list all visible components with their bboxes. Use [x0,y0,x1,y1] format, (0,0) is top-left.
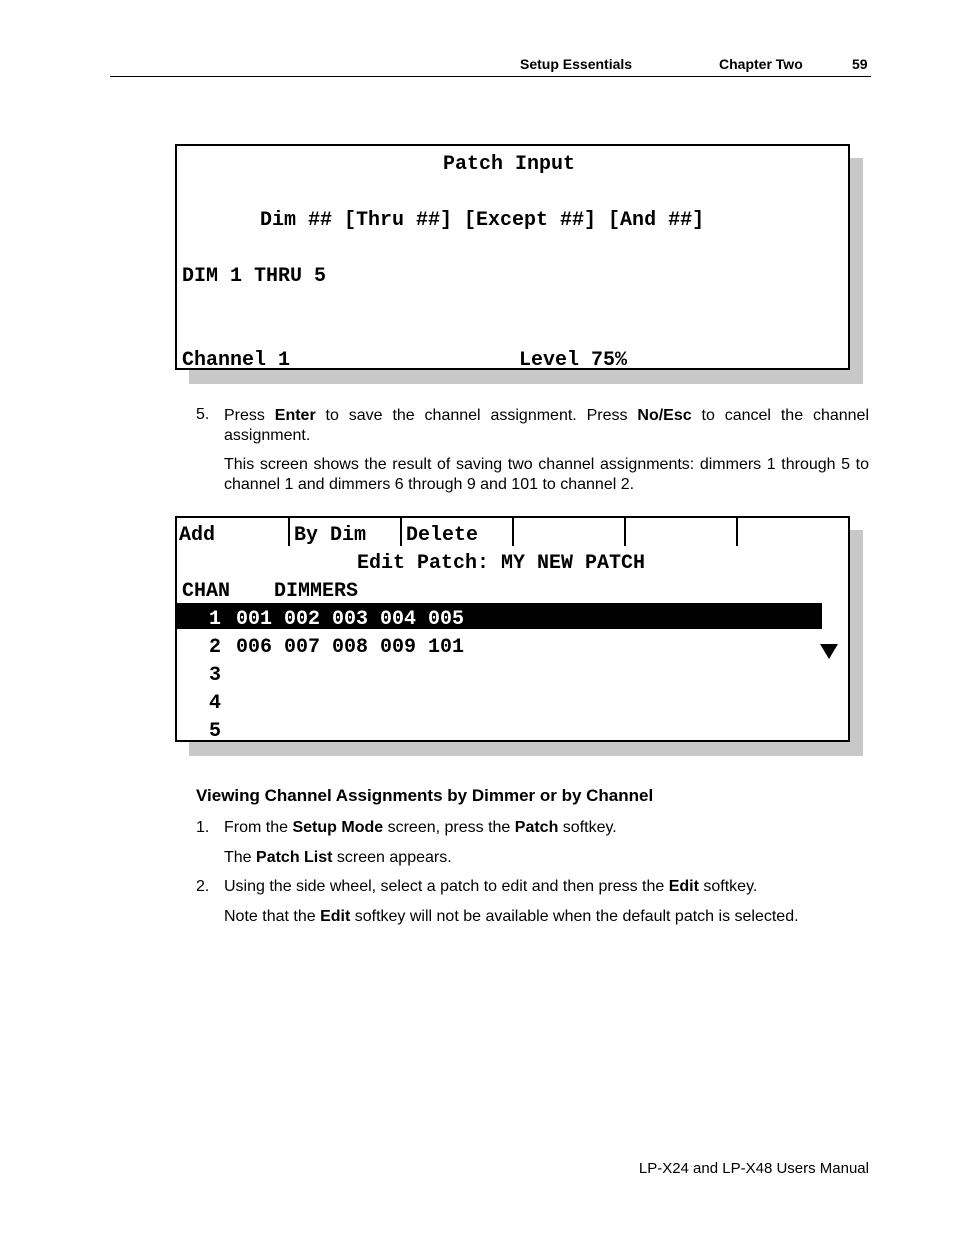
row-chan-3[interactable]: 3 [209,664,222,687]
header-chapter: Chapter Two [719,56,803,72]
row-chan-1[interactable]: 1 [209,608,222,631]
step-number: 2. [196,878,210,895]
page-number: 59 [852,56,868,72]
softkey-5[interactable] [626,518,738,546]
column-dimmers: DIMMERS [274,580,359,603]
lcd-channel: Channel 1 [182,349,291,372]
step-number: 1. [196,819,210,836]
step-text: Using the side wheel, select a patch to edit and then press the Edit softkey. [224,878,758,895]
softkey-delete[interactable]: Delete [402,518,514,546]
section-heading: Viewing Channel Assignments by Dimmer or by Channel [196,786,654,805]
step-note: The Patch List screen appears. [224,849,452,866]
step-number: 5. [196,406,210,423]
footer-manual-title: LP-X24 and LP-X48 Users Manual [638,1160,869,1177]
row-dimmers-2[interactable]: 006 007 008 009 101 [236,636,465,659]
step-note: This screen shows the result of saving two channel assignments: dimmers 1 through 5 to channel 1 and dimmers 6 through 9 and 101 to channel 2. [224,456,869,493]
lcd-level: Level 75% [519,349,628,372]
row-chan-5[interactable]: 5 [209,720,222,743]
row-dimmers-1[interactable]: 001 002 003 004 005 [236,608,465,631]
softkey-4[interactable] [514,518,626,546]
step-text: From the Setup Mode screen, press the Patch softkey. [224,819,617,836]
scroll-down-icon [820,644,838,659]
step-text: Press Enter to save the channel assignment. Press No/Esc to cancel the channel assignment. [224,407,870,444]
softkey-by-dim[interactable]: By Dim [290,518,402,546]
column-chan: CHAN [182,580,231,603]
step-note: Note that the Edit softkey will not be available when the default patch is selected. [224,908,799,925]
lcd-syntax: Dim ## [Thru ##] [Except ##] [And ##] [260,209,705,232]
lcd-command: DIM 1 THRU 5 [182,265,327,288]
patch-input-screen [175,144,850,370]
row-chan-4[interactable]: 4 [209,692,222,715]
lcd-title: Patch Input [443,153,576,176]
edit-patch-title: Edit Patch: MY NEW PATCH [357,552,646,575]
header-section: Setup Essentials [520,56,633,72]
edit-patch-screen [175,516,850,742]
row-chan-2[interactable]: 2 [209,636,222,659]
softkey-add[interactable]: Add [177,518,290,546]
header-rule [110,76,871,77]
